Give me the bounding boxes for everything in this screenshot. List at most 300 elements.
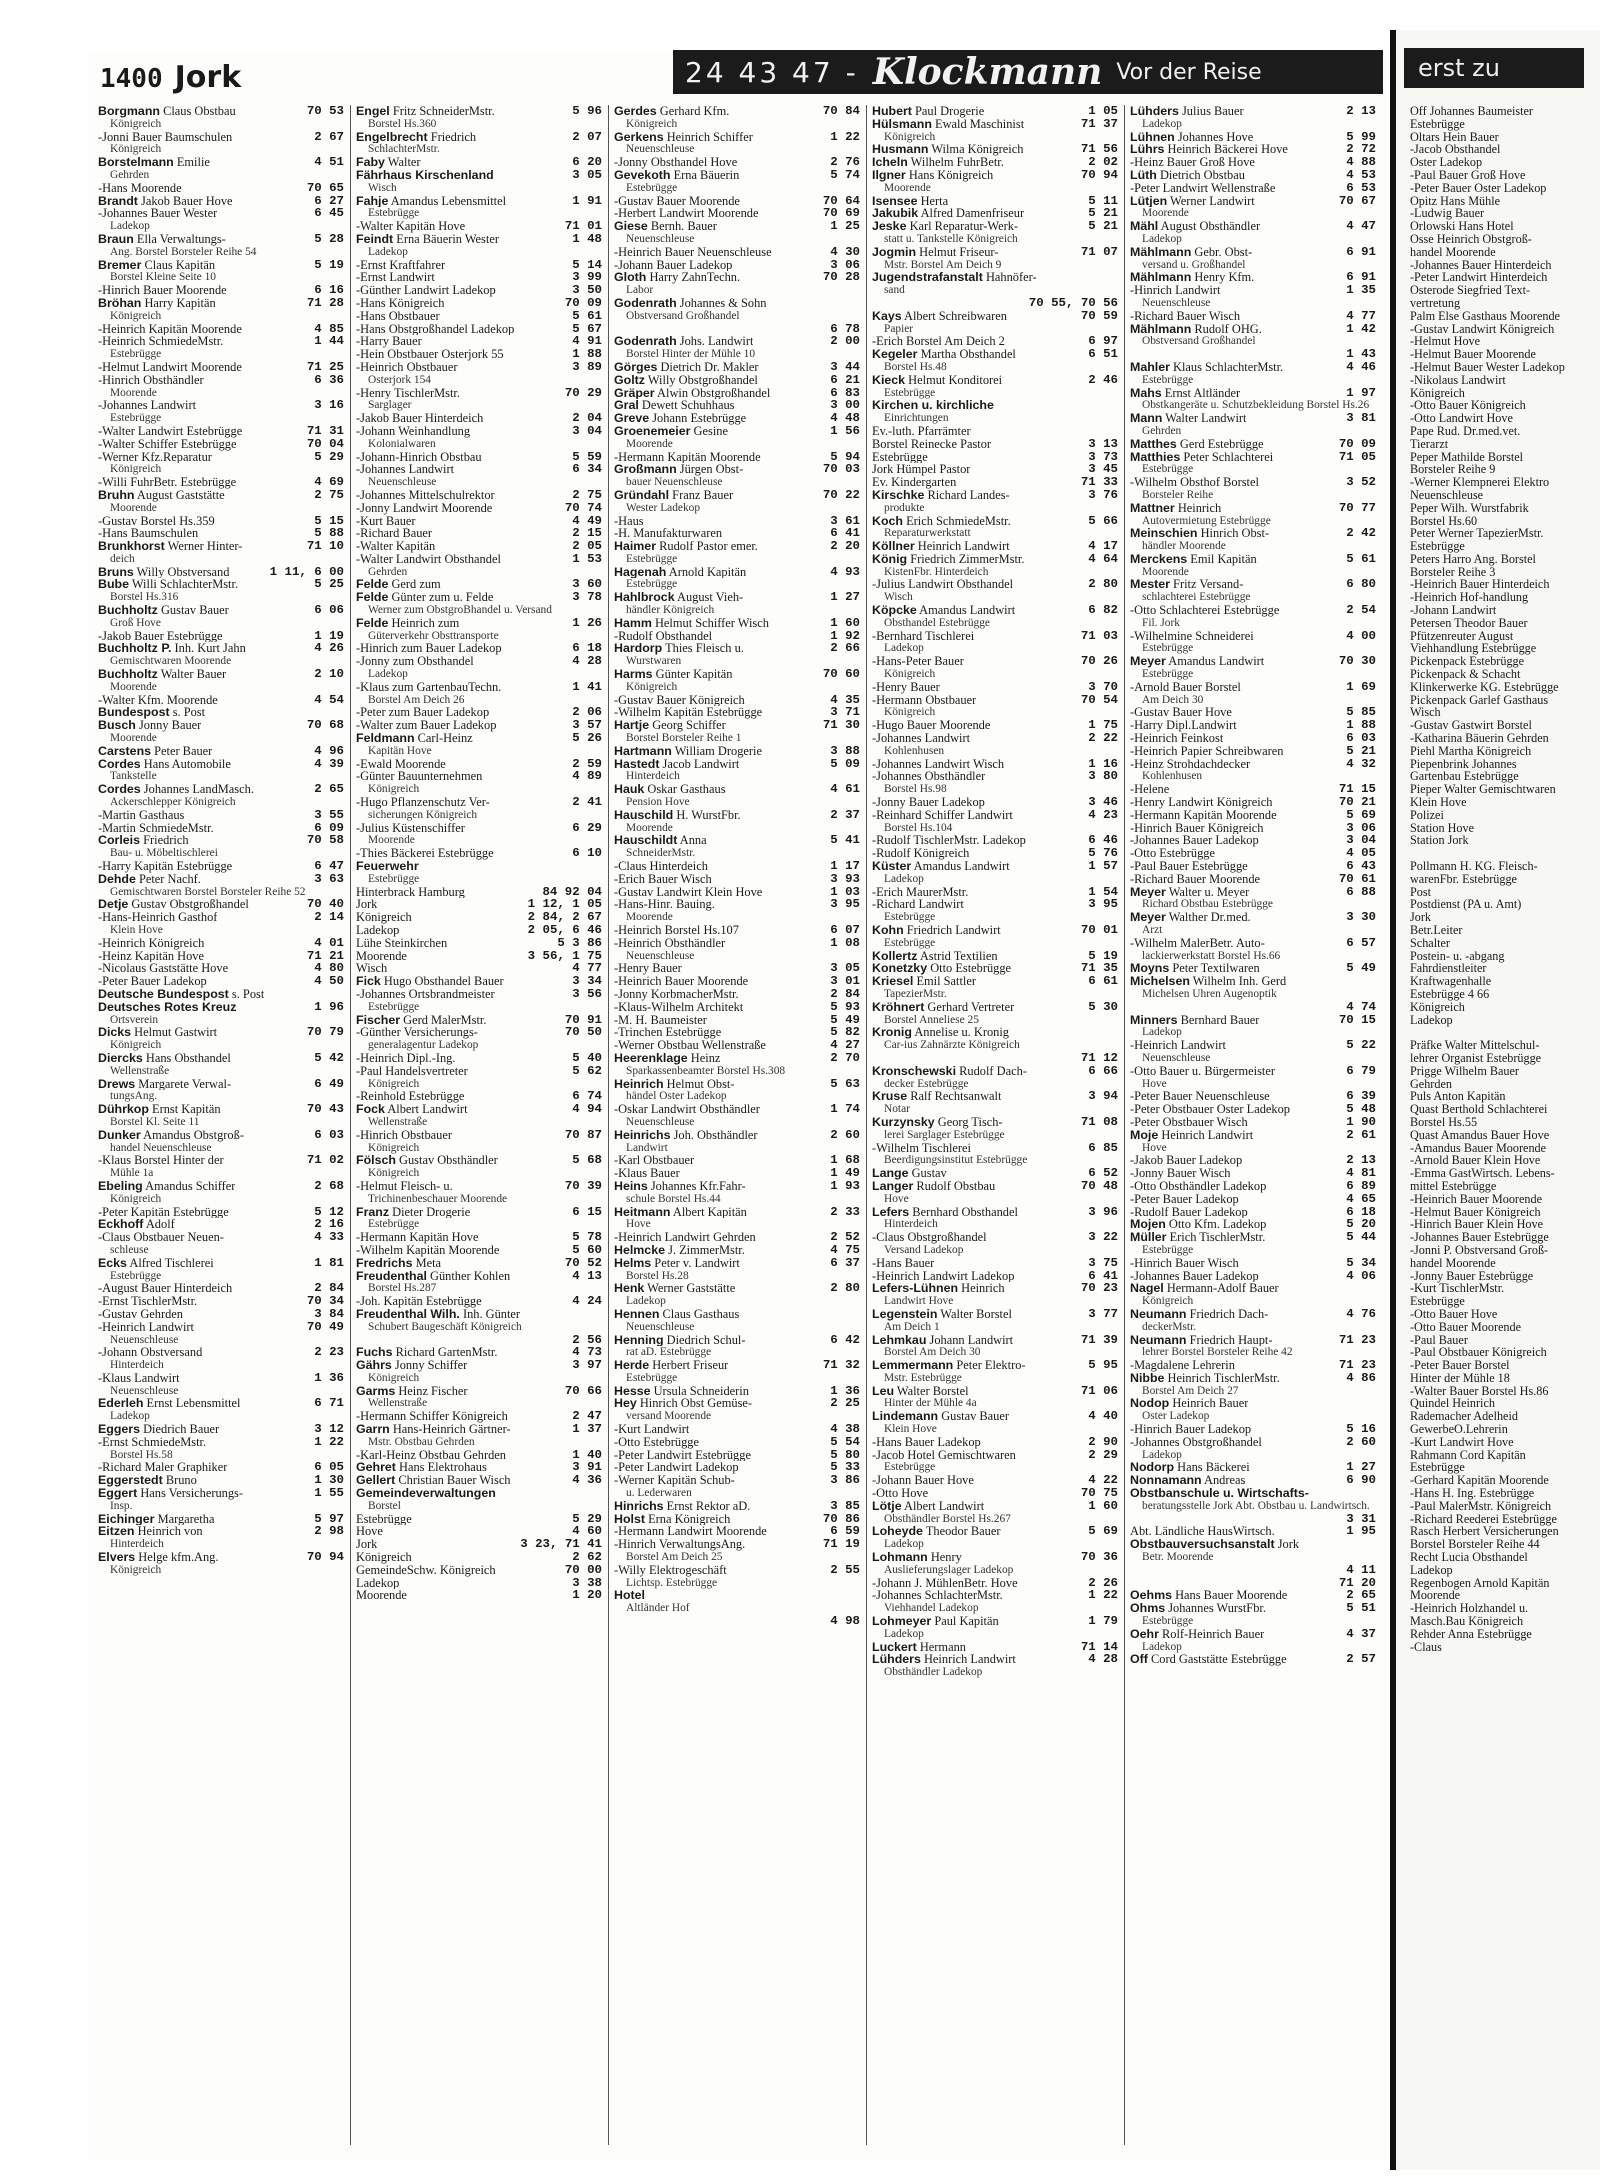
adjacent-entry: -Heinrich Bauer Moorende [1410, 1191, 1542, 1206]
entry-text: Eggert Hans Versicherungs- [98, 1487, 244, 1500]
entry-surname: Ederleh [98, 1397, 144, 1411]
entry-text: Kohn Friedrich Landwirt [872, 924, 1001, 937]
entry-phone: 5 94 [830, 449, 860, 464]
listing-entry [614, 694, 860, 707]
entry-surname: Fredrichs [356, 1256, 413, 1270]
entry-phone: 71 25 [306, 359, 344, 374]
entry-text: -Kurt Bauer [356, 514, 416, 528]
entry-text: Holst Erna Königreich [614, 1512, 731, 1526]
entry-text: -Gustav Borstel Hs.359 [98, 514, 215, 528]
entry-subline: Fil. Jork [1142, 616, 1180, 629]
entry-phone: 1 54 [1088, 884, 1118, 899]
listing-entry [614, 489, 860, 502]
listing-entry [98, 578, 344, 591]
entry-text: Heerenklage Heinz [614, 1051, 721, 1065]
listing-entry [1130, 1564, 1376, 1577]
entry-phone: 3 75 [1088, 1255, 1118, 1270]
listing-entry [872, 1282, 1118, 1295]
entry-text: -Peter Bauer Ladekop [98, 975, 207, 988]
adjacent-entry: Quast Amandus Bauer Hove [1410, 1127, 1550, 1142]
entry-surname: Gerkens [614, 130, 664, 144]
entry-phone: 1 11, 6 00 [269, 564, 344, 579]
listing-entry [356, 924, 602, 937]
listing-entry [356, 860, 602, 873]
listing-entry [614, 335, 860, 348]
entry-subline: sand [884, 284, 905, 297]
entry-text: Mahs Ernst Altländer [1130, 386, 1241, 400]
entry-phone [598, 860, 602, 873]
entry-text: Eichinger Margaretha [98, 1512, 215, 1526]
entry-text: Godenrath Johannes & Sohn [614, 296, 767, 310]
listing-entry [356, 950, 602, 963]
listing-entry [98, 1154, 344, 1167]
listing-entry [1130, 438, 1376, 451]
entry-phone: 6 37 [830, 1255, 860, 1270]
listing-entry [356, 937, 602, 950]
entry-surname: Merckens [1130, 552, 1188, 566]
entry-phone: 70 39 [564, 1178, 602, 1193]
entry-text: Köpcke Amandus Landwirt [872, 604, 1016, 617]
entry-phone: 4 11 [1346, 1562, 1376, 1577]
entry-subline: produkte [884, 501, 925, 514]
listing-entry [1130, 1372, 1376, 1385]
entry-phone: 3 89 [572, 359, 602, 374]
entry-text: -Johann J. MühlenBetr. Hove [872, 1576, 1018, 1590]
entry-phone: 6 27 [314, 193, 344, 208]
listing-entry [356, 1154, 602, 1167]
listing-entry [1130, 1180, 1376, 1193]
entry-phone: 1 19 [314, 628, 344, 643]
entry-subline: Königreich [110, 143, 162, 156]
entry-phone: 6 20 [572, 155, 602, 170]
entry-phone: 71 02 [306, 1153, 344, 1168]
adjacent-entry: -Johannes Bauer Estebrügge [1410, 1230, 1549, 1245]
entry-subline: Kohlenhusen [1142, 770, 1203, 783]
listing-entry [1130, 809, 1376, 822]
entry-phone: 2 05, 6 46 [527, 923, 602, 937]
entry-text: Lühnen Johannes Hove [1130, 130, 1254, 144]
entry-text: -Otto Estebrügge [1130, 847, 1215, 861]
entry-phone: 1 03 [830, 884, 860, 899]
entry-subline: SchneiderMstr. [626, 847, 696, 860]
entry-phone: 2 65 [1346, 1588, 1376, 1603]
listing-entry [614, 975, 860, 988]
entry-surname: Meinschien [1130, 527, 1198, 541]
entry-surname: Elvers [98, 1551, 136, 1564]
entry-text: -Bernhard Tischlerei [872, 629, 975, 643]
entry-surname: Bube [98, 578, 129, 592]
entry-subline: Ladekop [1142, 1448, 1182, 1461]
entry-phone: 1 22 [1088, 1588, 1118, 1603]
entry-phone: 2 61 [1346, 1127, 1376, 1142]
entry-phone: 70 15 [1338, 1012, 1376, 1027]
entry-subline: Estebrügge [368, 1000, 420, 1013]
adjacent-entry: vertretung [1410, 295, 1461, 310]
entry-surname: Lehmkau [872, 1333, 927, 1347]
entry-phone: 5 49 [830, 1012, 860, 1027]
entry-text: -Hinrich Bauer Königreich [1130, 821, 1264, 835]
entry-text: -Wilhelm Obsthof Borstel [1130, 476, 1259, 489]
entry-subline: händler Moorende [1142, 540, 1226, 553]
entry-phone [598, 1308, 602, 1321]
listing-entry [1130, 195, 1376, 208]
entry-subline: Moorende [1142, 207, 1189, 220]
listing-entry [1130, 911, 1376, 924]
entry-text: -Claus Obstbauer Neuen- [98, 1231, 224, 1244]
listing-entry [356, 1257, 602, 1270]
entry-phone: 2 20 [830, 539, 860, 554]
entry-subline: Königreich [110, 117, 162, 130]
entry-text: König Friedrich ZimmerMstr. [872, 552, 1025, 566]
entry-text: Kronschewski Rudolf Dach- [872, 1064, 1027, 1078]
entry-text: -Walter Kapitän [356, 540, 436, 553]
entry-subline: Estebrügge [1142, 1243, 1194, 1256]
entry-surname: Heins [614, 1179, 648, 1193]
entry-subline: SchlachterMstr. [368, 143, 440, 156]
entry-subline: Estebrügge [368, 207, 420, 220]
entry-subline: Königreich [110, 463, 162, 476]
entry-surname: Buchholtz [98, 604, 158, 617]
listing-entry [1130, 387, 1376, 400]
entry-phone: 70 84 [822, 105, 860, 118]
entry-phone: 4 85 [314, 321, 344, 336]
entry-phone: 6 91 [1346, 270, 1376, 285]
entry-phone: 1 88 [1346, 718, 1376, 733]
listing-entry [1130, 220, 1376, 233]
entry-phone: 70 22 [822, 487, 860, 502]
entry-surname: Hesse [614, 1384, 651, 1398]
entry-text: Isensee Herta [872, 194, 949, 208]
listing-entry [356, 1308, 602, 1321]
entry-phone: 2 16 [314, 1217, 344, 1232]
listing-entry [872, 220, 1118, 233]
entry-phone: 3 60 [572, 577, 602, 592]
entry-phone: 5 85 [1346, 705, 1376, 720]
entry-phone: 70 65 [306, 180, 344, 195]
page-header [100, 60, 241, 95]
listing-entry [1130, 1065, 1376, 1078]
entry-text: Mester Fritz Versand- [1130, 578, 1244, 592]
listing-entry [356, 1052, 602, 1065]
listing-entry [872, 1449, 1118, 1462]
entry-text: -Hermann Obstbauer [872, 693, 977, 707]
listing-entry [356, 1129, 602, 1142]
entry-text: Lühders Heinrich Landwirt [872, 1653, 1016, 1667]
adjacent-entry: Quast Berthold Schlachterei [1410, 1102, 1548, 1117]
entry-phone: 4 36 [572, 1473, 602, 1488]
entry-subline: Wester Ladekop [626, 501, 701, 514]
entry-text: -Heinrich Obstbauer [356, 360, 458, 374]
entry-phone: 1 53 [572, 551, 602, 566]
entry-text: Kollertz Astrid Textilien [872, 949, 998, 963]
column-divider [350, 105, 351, 2145]
adjacent-entry: Osterode Siegfried Text- [1410, 283, 1531, 298]
entry-subline: Reparaturwerkstatt [884, 527, 971, 540]
adjacent-entry: Pape Rud. Dr.med.vet. [1410, 423, 1521, 438]
entry-subline: Estebrügge [1142, 668, 1194, 681]
entry-text: -Ernst SchmiedeMstr. [98, 1435, 207, 1449]
entry-phone: 6 16 [314, 283, 344, 298]
listing-entry [872, 834, 1118, 847]
listing-entry [1130, 1423, 1376, 1436]
entry-text: Hove [356, 1525, 383, 1539]
entry-surname: Gloth [614, 271, 647, 285]
entry-subline: Obstversand Großhandel [1142, 335, 1256, 348]
entry-surname: Franz [356, 1205, 390, 1219]
entry-text: -Jonny Landwirt Moorende [356, 501, 493, 515]
entry-surname: Heinrich [614, 1077, 664, 1091]
entry-text: -Heinz Kapitän Hove [98, 949, 204, 963]
listing-entry [1130, 1602, 1376, 1615]
entry-phone: 5 74 [830, 167, 860, 182]
entry-subline: Borstel Am Deich 30 [884, 1346, 981, 1359]
listing-entry [356, 553, 602, 566]
entry-text: Ladekop [356, 924, 400, 937]
listing-entry [872, 348, 1118, 361]
entry-text: -Julius Küstenschiffer [356, 821, 465, 835]
entry-surname: Feldmann [356, 732, 415, 745]
entry-text: -Ernst TischlerMstr. [98, 1295, 198, 1308]
entry-text: Carstens Peter Bauer [98, 744, 213, 758]
listing-entry [356, 233, 602, 246]
adjacent-entry: -Helmut Hove [1410, 334, 1481, 349]
entry-surname: Köpcke [872, 604, 917, 617]
entry-phone: 4 35 [830, 692, 860, 707]
listing-entry [356, 578, 602, 591]
entry-text: -Arnold Bauer Borstel [1130, 680, 1241, 694]
entry-phone: 70 67 [1338, 193, 1376, 208]
entry-text: Buchholtz Walter Bauer [98, 668, 227, 681]
entry-text: Oehms Hans Bauer Moorende [1130, 1589, 1288, 1603]
entry-text: -Hans Königreich [356, 296, 445, 310]
entry-subline: bauer Neuenschleuse [626, 476, 723, 489]
listing-entry [614, 1308, 860, 1321]
entry-phone: 70 09 [1338, 436, 1376, 451]
listing-entry [614, 297, 860, 310]
entry-surname: Großmann [614, 463, 677, 477]
entry-surname: Giese [614, 220, 648, 233]
entry-phone: 70 86 [822, 1511, 860, 1526]
entry-surname: Lefers [872, 1205, 910, 1219]
entry-phone: 4 47 [1346, 219, 1376, 234]
listing-entry [1130, 873, 1376, 886]
adjacent-entry: Borstel Hs.60 [1410, 513, 1478, 528]
entry-subline: Estebrügge [110, 412, 162, 425]
entry-surname: Garms [356, 1384, 396, 1398]
entry-text: -Johannes SchlachterMstr. [872, 1589, 1003, 1603]
listing-entry [356, 962, 602, 975]
entry-text: -Klaus Bauer [614, 1167, 680, 1180]
entry-phone: 70 48 [1080, 1178, 1118, 1193]
entry-surname: Ilgner [872, 168, 906, 182]
entry-surname: Holst [614, 1512, 645, 1526]
listing-entry [872, 451, 1118, 464]
entry-text [356, 860, 419, 873]
entry-text: Faby Walter [356, 156, 421, 169]
entry-surname: Engelbrecht [356, 130, 428, 144]
entry-phone: 1 43 [1346, 347, 1376, 362]
listing-entry [356, 1564, 602, 1577]
entry-text: Bundespost s. Post [98, 706, 206, 720]
entry-text: Jogmin Helmut Friseur- [872, 245, 999, 259]
adjacent-entry: -Werner Klempnerei Elektro [1410, 475, 1550, 490]
entry-surname: Nibbe [1130, 1371, 1165, 1385]
entry-phone: 5 96 [572, 105, 602, 118]
entry-text: -Johann Weinhandlung [356, 424, 471, 438]
entry-text: Koch Erich SchmiedeMstr. [872, 514, 1011, 528]
entry-text: Feindt Erna Bäuerin Wester [356, 232, 499, 246]
entry-phone: 3 13 [1088, 436, 1118, 451]
listing-entry [98, 719, 344, 732]
entry-text: Loheyde Theodor Bauer [872, 1525, 1001, 1539]
listing-entry [614, 668, 860, 681]
entry-phone: 4 76 [1346, 1306, 1376, 1321]
entry-subline: versand u. Großhandel [1142, 258, 1246, 271]
listing-entry [1130, 131, 1376, 144]
listing-entry [356, 502, 602, 515]
entry-phone: 5 62 [572, 1063, 602, 1078]
adjacent-entry: Polizei [1410, 807, 1444, 822]
entry-phone: 4 17 [1088, 539, 1118, 554]
listing-entry [872, 1551, 1118, 1564]
entry-surname: Kriesel [872, 975, 914, 988]
entry-phone: 2 65 [314, 782, 344, 797]
entry-subline: Sparkassenbeamter Borstel Hs.308 [626, 1064, 786, 1077]
banner-slogan: Vor der Reise [1116, 59, 1262, 85]
adjacent-entry: Piehl Martha Königreich [1410, 743, 1532, 758]
entry-surname: Ohms [1130, 1602, 1166, 1616]
listing-entry [1130, 271, 1376, 284]
entry-surname: Hinrichs [614, 1499, 664, 1513]
entry-phone: 2 05 [572, 539, 602, 554]
entry-phone: 1 44 [314, 334, 344, 349]
entry-subline: Gemischtwaren Moorende [110, 655, 232, 668]
listing-entry [98, 1321, 344, 1334]
listing-entry [614, 361, 860, 374]
entry-surname: Gral [614, 399, 639, 413]
entry-phone: 6 36 [314, 372, 344, 387]
entry-phone: 70 75 [1080, 1486, 1118, 1501]
adjacent-entry: Neuenschleuse [1410, 487, 1484, 502]
entry-phone: 3 06 [1346, 820, 1376, 835]
entry-text: Mählmann Henry Kfm. [1130, 271, 1255, 285]
adjacent-page-strip [1390, 30, 1600, 2170]
entry-phone: 5 20 [1346, 1217, 1376, 1232]
entry-text: -Richard Landwirt [872, 898, 964, 912]
entry-surname: Lötje [872, 1499, 902, 1513]
entry-phone: 5 67 [572, 321, 602, 336]
adjacent-entry: Rehder Anna Estebrügge [1410, 1626, 1532, 1641]
adjacent-entry: Station Hove [1410, 820, 1474, 835]
entry-surname: Freudenthal [356, 1269, 427, 1283]
listing-entry [98, 1129, 344, 1142]
listing-entry [872, 374, 1118, 387]
listing-entry [356, 1538, 602, 1551]
entry-phone: 3 70 [1088, 679, 1118, 694]
entry-subline: Obsthändler Ladekop [884, 1666, 983, 1679]
entry-text: Müller Erich TischlerMstr. [1130, 1231, 1266, 1244]
entry-subline: Gemischtwaren Borstel Borsteler Reihe 52 [110, 885, 306, 898]
entry-text: Bröhan Harry Kapitän [98, 296, 216, 310]
entry-phone: 1 26 [572, 615, 602, 630]
entry-phone: 4 81 [1346, 1166, 1376, 1181]
entry-surname: Bröhan [98, 296, 142, 310]
entry-subline: Car-ius Zahnärzte Königreich [884, 1039, 1020, 1052]
listing-entry [1130, 1039, 1376, 1052]
entry-phone: 71 10 [306, 539, 344, 554]
entry-phone: 70 54 [1080, 692, 1118, 707]
listing-entry [1130, 105, 1376, 118]
listing-entry [872, 105, 1118, 118]
entry-text: Moyns Peter Textilwaren [1130, 962, 1260, 976]
entry-phone: 2 68 [314, 1178, 344, 1193]
listing-entry [872, 1257, 1118, 1270]
listing-entry [872, 1334, 1118, 1347]
listing-entry [356, 515, 602, 528]
listing-entry [98, 233, 344, 246]
entry-phone: 6 78 [830, 321, 860, 336]
entry-phone: 6 61 [1088, 974, 1118, 989]
entry-subline: Estebrügge [626, 578, 678, 591]
entry-text: -Gustav Landwirt Klein Hove [614, 885, 763, 899]
adjacent-entry: Borsteler Reihe 3 [1410, 564, 1496, 579]
entry-text: Fuchs Richard GartenMstr. [356, 1346, 498, 1360]
entry-surname: Dicks [98, 1026, 132, 1040]
adjacent-entry: Pieper Walter Gemischtwaren [1410, 782, 1556, 797]
entry-text: -Peter Bauer Neuenschleuse [1130, 1090, 1270, 1104]
entry-phone: 2 29 [1088, 1447, 1118, 1462]
listing-entry [614, 642, 860, 655]
entry-phone: 2 52 [830, 1230, 860, 1245]
entry-surname: König [872, 552, 908, 566]
entry-phone: 2 42 [1346, 526, 1376, 541]
entry-surname: Hahlbrock [614, 591, 675, 605]
listing-entry [872, 809, 1118, 822]
entry-text: -Walter Kfm. Moorende [98, 693, 218, 707]
entry-subline: Ladekop [1142, 1640, 1182, 1653]
entry-subline: Estebrügge [626, 181, 678, 194]
listing-entry [1130, 630, 1376, 643]
adjacent-entry: Königreich [1410, 385, 1465, 400]
adjacent-entry: -Peter Bauer Borstel [1410, 1358, 1510, 1373]
entry-phone: 4 49 [572, 513, 602, 528]
entry-subline: schleuse [110, 1243, 149, 1256]
entry-phone: 3 05 [830, 961, 860, 976]
listing-entry [614, 1449, 860, 1462]
listing-entry [1130, 310, 1376, 323]
listing-entry [98, 1103, 344, 1116]
entry-subline: Königreich [884, 668, 936, 681]
entry-text [98, 1001, 236, 1014]
entry-subline: Estebrügge [1142, 1615, 1194, 1628]
entry-text: Estebrügge [872, 450, 928, 464]
listing-entry [356, 348, 602, 361]
entry-surname: Görges [614, 360, 658, 374]
entry-phone: 4 46 [1346, 359, 1376, 374]
listing-entry [614, 271, 860, 284]
entry-text: Merckens Emil Kapitän [1130, 552, 1257, 566]
listing-entry [1130, 706, 1376, 719]
adjacent-entry: Piepenbrink Johannes [1410, 756, 1517, 771]
entry-phone: 4 50 [314, 974, 344, 989]
listing-entry [614, 1423, 860, 1436]
entry-phone: 71 05 [1338, 449, 1376, 464]
entry-phone: 1 55 [314, 1486, 344, 1501]
entry-surname: Obstbanschule u. Wirtschafts- [1130, 1487, 1309, 1500]
listing-entry [1130, 822, 1376, 835]
entry-text: -Klaus Borstel Hinter der [98, 1154, 224, 1168]
entry-phone [1114, 1026, 1118, 1039]
